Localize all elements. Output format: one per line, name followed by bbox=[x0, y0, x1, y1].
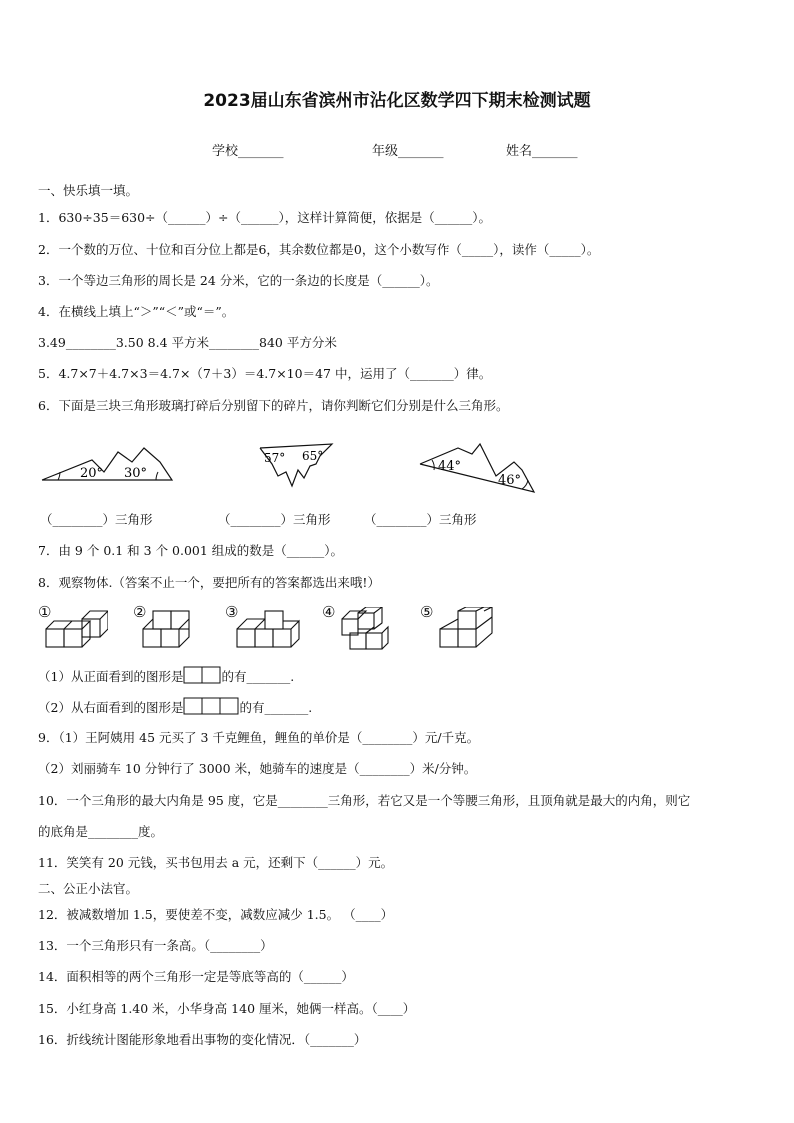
figure-number: ② bbox=[133, 603, 147, 621]
angle-label: 65° bbox=[302, 449, 324, 463]
grade-field: 年级_______ bbox=[372, 144, 444, 159]
question-12: 12．被减数增加 1.5，要使差不变，减数应减少 1.5。 （____） bbox=[38, 907, 394, 922]
triangle-answer-1: （________）三角形 bbox=[40, 512, 153, 527]
section-1-heading: 一、快乐填一填。 bbox=[38, 183, 139, 198]
question-5: 5．4.7×7＋4.7×3＝4.7×（7＋3）＝4.7×10＝47 中，运用了（_______）律。 bbox=[38, 366, 492, 381]
triangle-fragment-3 bbox=[418, 440, 540, 496]
figure-number: ③ bbox=[225, 603, 239, 621]
question-3: 3．一个等边三角形的周长是 24 分米，它的一条边的长度是（______）。 bbox=[38, 273, 439, 288]
question-8-part-1 bbox=[38, 666, 294, 685]
angle-label: 44° bbox=[438, 459, 462, 474]
question-15: 15．小红身高 1.40 米，小华身高 140 厘米，她俩一样高。（____） bbox=[38, 1001, 416, 1016]
question-1: 1．630÷35＝630÷（______）÷（______），这样计算简便，依据是（______）。 bbox=[38, 210, 491, 225]
question-10-line-1: 10．一个三角形的最大内角是 95 度，它是________三角形，若它又是一个等腰三角形，且顶角就是最大的内角，则它 bbox=[38, 793, 691, 808]
q8-1-suffix: 的有_______. bbox=[221, 669, 295, 684]
name-field: 姓名_______ bbox=[506, 144, 578, 159]
question-8-part-2 bbox=[38, 697, 312, 716]
triangle-fragment-1 bbox=[40, 440, 175, 485]
question-4-items: 3.49________3.50 8.4 平方米________840 平方分米 bbox=[38, 335, 337, 350]
angle-label: 57° bbox=[264, 451, 286, 465]
figure-number: ④ bbox=[322, 603, 336, 621]
triangle-answer-2: （________）三角形 bbox=[218, 512, 331, 527]
question-7: 7．由 9 个 0.1 和 3 个 0.001 组成的数是（______）。 bbox=[38, 543, 344, 558]
angle-label: 20° bbox=[80, 466, 104, 481]
question-11: 11．笑笑有 20 元钱，买书包用去 a 元，还剩下（______）元。 bbox=[38, 855, 394, 870]
question-16: 16．折线统计图能形象地看出事物的变化情况．（_______） bbox=[38, 1032, 367, 1047]
q8-1-prefix: （1）从正面看到的图形是 bbox=[38, 669, 184, 684]
angle-label: 30° bbox=[124, 466, 148, 481]
question-9-part-1: 9．（1）王阿姨用 45 元买了 3 千克鲤鱼，鲤鱼的单价是（________）元/千克。 bbox=[38, 730, 480, 745]
question-2: 2．一个数的万位、十位和百分位上都是6，其余数位都是0，这个小数写作（_____），读作（_____）。 bbox=[38, 242, 600, 257]
question-8: 8．观察物体.（答案不止一个，要把所有的答案都选出来哦!） bbox=[38, 575, 380, 590]
page-title: 2023届山东省滨州市沾化区数学四下期末检测试题 bbox=[203, 91, 591, 111]
question-9-part-2: （2）刘丽骑车 10 分钟行了 3000 米，她骑车的速度是（________）米/分钟。 bbox=[38, 761, 477, 776]
front-view-figure bbox=[183, 666, 221, 684]
figure-number: ⑤ bbox=[420, 603, 434, 621]
q8-2-suffix: 的有_______. bbox=[239, 700, 313, 715]
triangle-fragment-2 bbox=[258, 442, 336, 490]
section-2-heading: 二、公正小法官。 bbox=[38, 881, 139, 896]
q8-2-prefix: （2）从右面看到的图形是 bbox=[38, 700, 184, 715]
question-10-line-2: 的底角是________度。 bbox=[38, 824, 164, 839]
school-field: 学校_______ bbox=[212, 144, 284, 159]
question-4: 4．在横线上填上“＞”“＜”或“＝”。 bbox=[38, 304, 235, 319]
triangle-answer-3: （________）三角形 bbox=[364, 512, 477, 527]
right-view-figure bbox=[183, 697, 239, 715]
angle-label: 46° bbox=[498, 473, 522, 488]
question-6: 6．下面是三块三角形玻璃打碎后分别留下的碎片，请你判断它们分别是什么三角形。 bbox=[38, 398, 509, 413]
figure-number: ① bbox=[38, 603, 52, 621]
question-14: 14．面积相等的两个三角形一定是等底等高的（______） bbox=[38, 969, 354, 984]
question-13: 13．一个三角形只有一条高。（________） bbox=[38, 938, 273, 953]
